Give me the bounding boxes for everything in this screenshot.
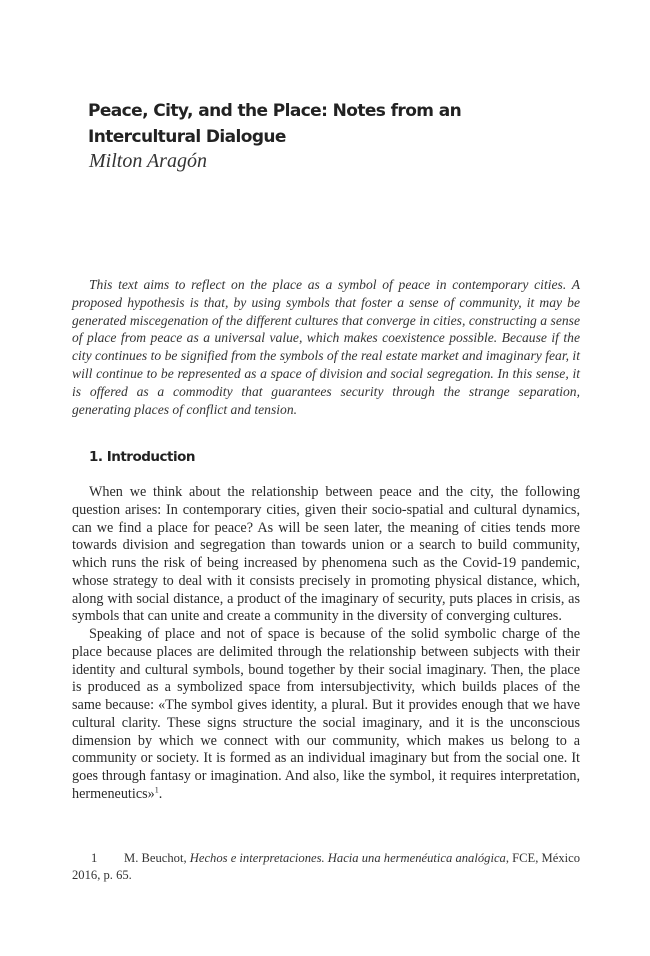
footnote-number: 1 — [91, 851, 98, 865]
footnote — [72, 850, 580, 883]
paragraph — [72, 626, 580, 804]
paragraph: When we think about the relationship between peace and the city, the following question arises: In contemporary cities, given their socio-spatial and cultural dynamics, can we find a place for peace? As will be seen later, the meaning of cities tends more towards division and segregation than towards union or a search to build community, which runs the risk of being increased by phenomena such as the Covid-19 pandemic, whose strategy to deal with it consists precisely in promoting physical distance, which, along with social distance, a product of the imaginary of security, puts places in crisis, as symbols that can unite and create a community in the diversity of converging cultures. — [72, 484, 580, 625]
section-heading: 1. Introduction — [89, 449, 195, 465]
footnote-work-title: Hechos e interpretaciones. Hacia una hermenéutica analógica — [189, 851, 506, 865]
footnote-reference[interactable]: 1 — [154, 785, 159, 795]
paragraph-text: Speaking of place and not of space is because of the solid symbolic charge of the place because places are delimited through the relationship between subjects with their identity and cultural symbols, bound together by their social imaginary. Then, the place is produced as a symbolized space from intersubjectivity, which builds places of the same because: «The symbol gives identity, a plural. But it provides enough that we have cultural clarity. These signs structure the social imaginary, and it is the unconscious dimension by which we connect with our community, which makes us belong to a community or society. It is formed as an individual imaginary but from the social one. It goes through fantasy or imagination. And also, like the symbol, it requires interpretation, hermeneutics» — [72, 626, 580, 802]
paragraph-end: . — [158, 785, 163, 802]
footnote-details: , FCE, México 2016, p. 65. — [72, 851, 581, 882]
article-title: Peace, City, and the Place: Notes from an Intercultural Dialogue — [88, 101, 462, 147]
author-name: Milton Aragón — [89, 150, 207, 172]
abstract: This text aims to reflect on the place as a symbol of peace in contemporary cities. A proposed hypothesis is that, by using symbols that foster a sense of community, it may be generated miscegenation of the different cultures that converge in cities, constructing a sense of place from peace as a universal value, which makes coexistence possible. Because if the city continues to be signified from the symbols of the real estate market and imaginary fear, it will continue to be represented as a space of division and social segregation. In this sense, it is offered as a commodity that guarantees security through the strange separation, generating places of conflict and tension. — [72, 277, 580, 417]
footnote-author: M. Beuchot, — [124, 851, 187, 865]
body-text — [72, 484, 580, 804]
